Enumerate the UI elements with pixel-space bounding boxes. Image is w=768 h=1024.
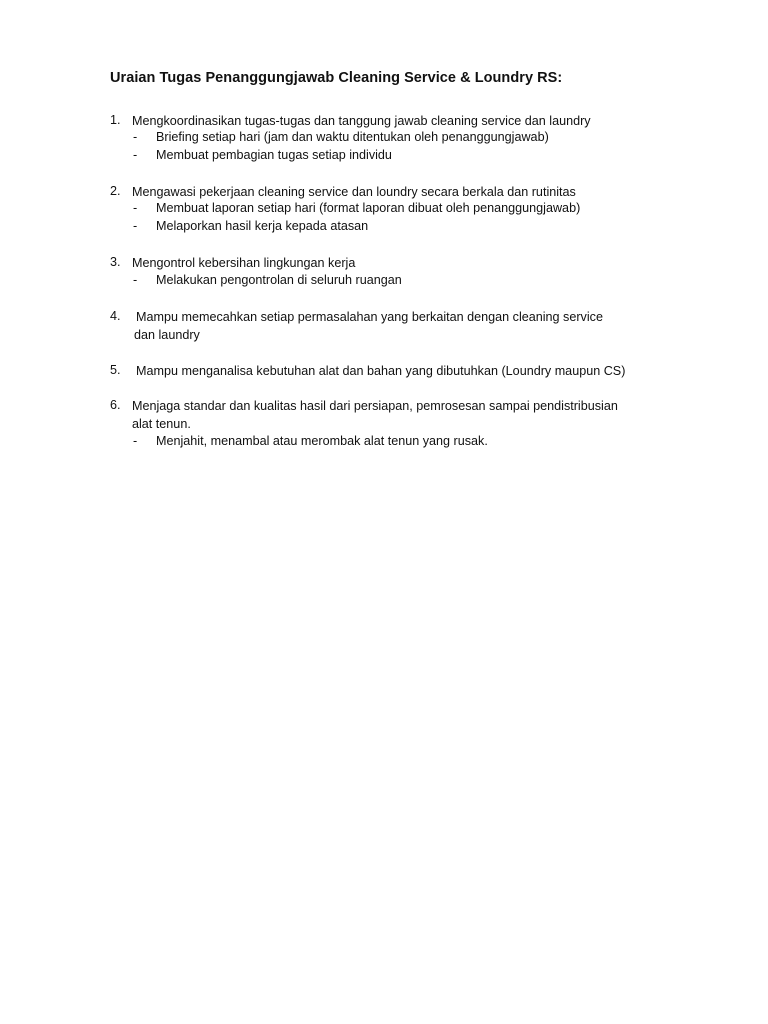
- list-number: 4.: [110, 309, 121, 323]
- list-number: 5.: [110, 363, 121, 377]
- list-item-text-continuation: alat tenun.: [132, 417, 191, 431]
- list-item-text: Menjaga standar dan kualitas hasil dari persiapan, pemrosesan sampai pendistribusian: [132, 399, 618, 413]
- bullet-item: Briefing setiap hari (jam dan waktu ditentukan oleh penanggungjawab): [156, 130, 549, 144]
- list-item-text: Mampu memecahkan setiap permasalahan yang berkaitan dengan cleaning service: [136, 310, 603, 324]
- bullet-dash: -: [133, 434, 138, 448]
- list-item-text: Mengontrol kebersihan lingkungan kerja: [132, 256, 356, 270]
- bullet-dash: -: [133, 148, 138, 162]
- bullet-item: Membuat pembagian tugas setiap individu: [156, 148, 392, 162]
- bullet-dash: -: [133, 201, 138, 215]
- list-item-text: Mampu menganalisa kebutuhan alat dan bahan yang dibutuhkan (Loundry maupun CS): [136, 364, 626, 378]
- bullet-dash: -: [133, 219, 138, 233]
- bullet-item: Menjahit, menambal atau merombak alat tenun yang rusak.: [156, 434, 488, 448]
- bullet-item: Melaporkan hasil kerja kepada atasan: [156, 219, 369, 233]
- list-number: 6.: [110, 398, 121, 412]
- document-title: Uraian Tugas Penanggungjawab Cleaning Service & Loundry RS:: [110, 70, 563, 86]
- list-item-text: Mengkoordinasikan tugas-tugas dan tanggung jawab cleaning service dan laundry: [132, 114, 591, 128]
- list-number: 3.: [110, 255, 121, 269]
- list-number: 2.: [110, 184, 121, 198]
- list-item-text: Mengawasi pekerjaan cleaning service dan loundry secara berkala dan rutinitas: [132, 185, 576, 199]
- list-item-text-continuation: dan laundry: [134, 328, 200, 342]
- bullet-dash: -: [133, 130, 138, 144]
- bullet-item: Melakukan pengontrolan di seluruh ruangan: [156, 273, 402, 287]
- bullet-item: Membuat laporan setiap hari (format laporan dibuat oleh penanggungjawab): [156, 201, 581, 215]
- bullet-dash: -: [133, 273, 138, 287]
- list-number: 1.: [110, 113, 121, 127]
